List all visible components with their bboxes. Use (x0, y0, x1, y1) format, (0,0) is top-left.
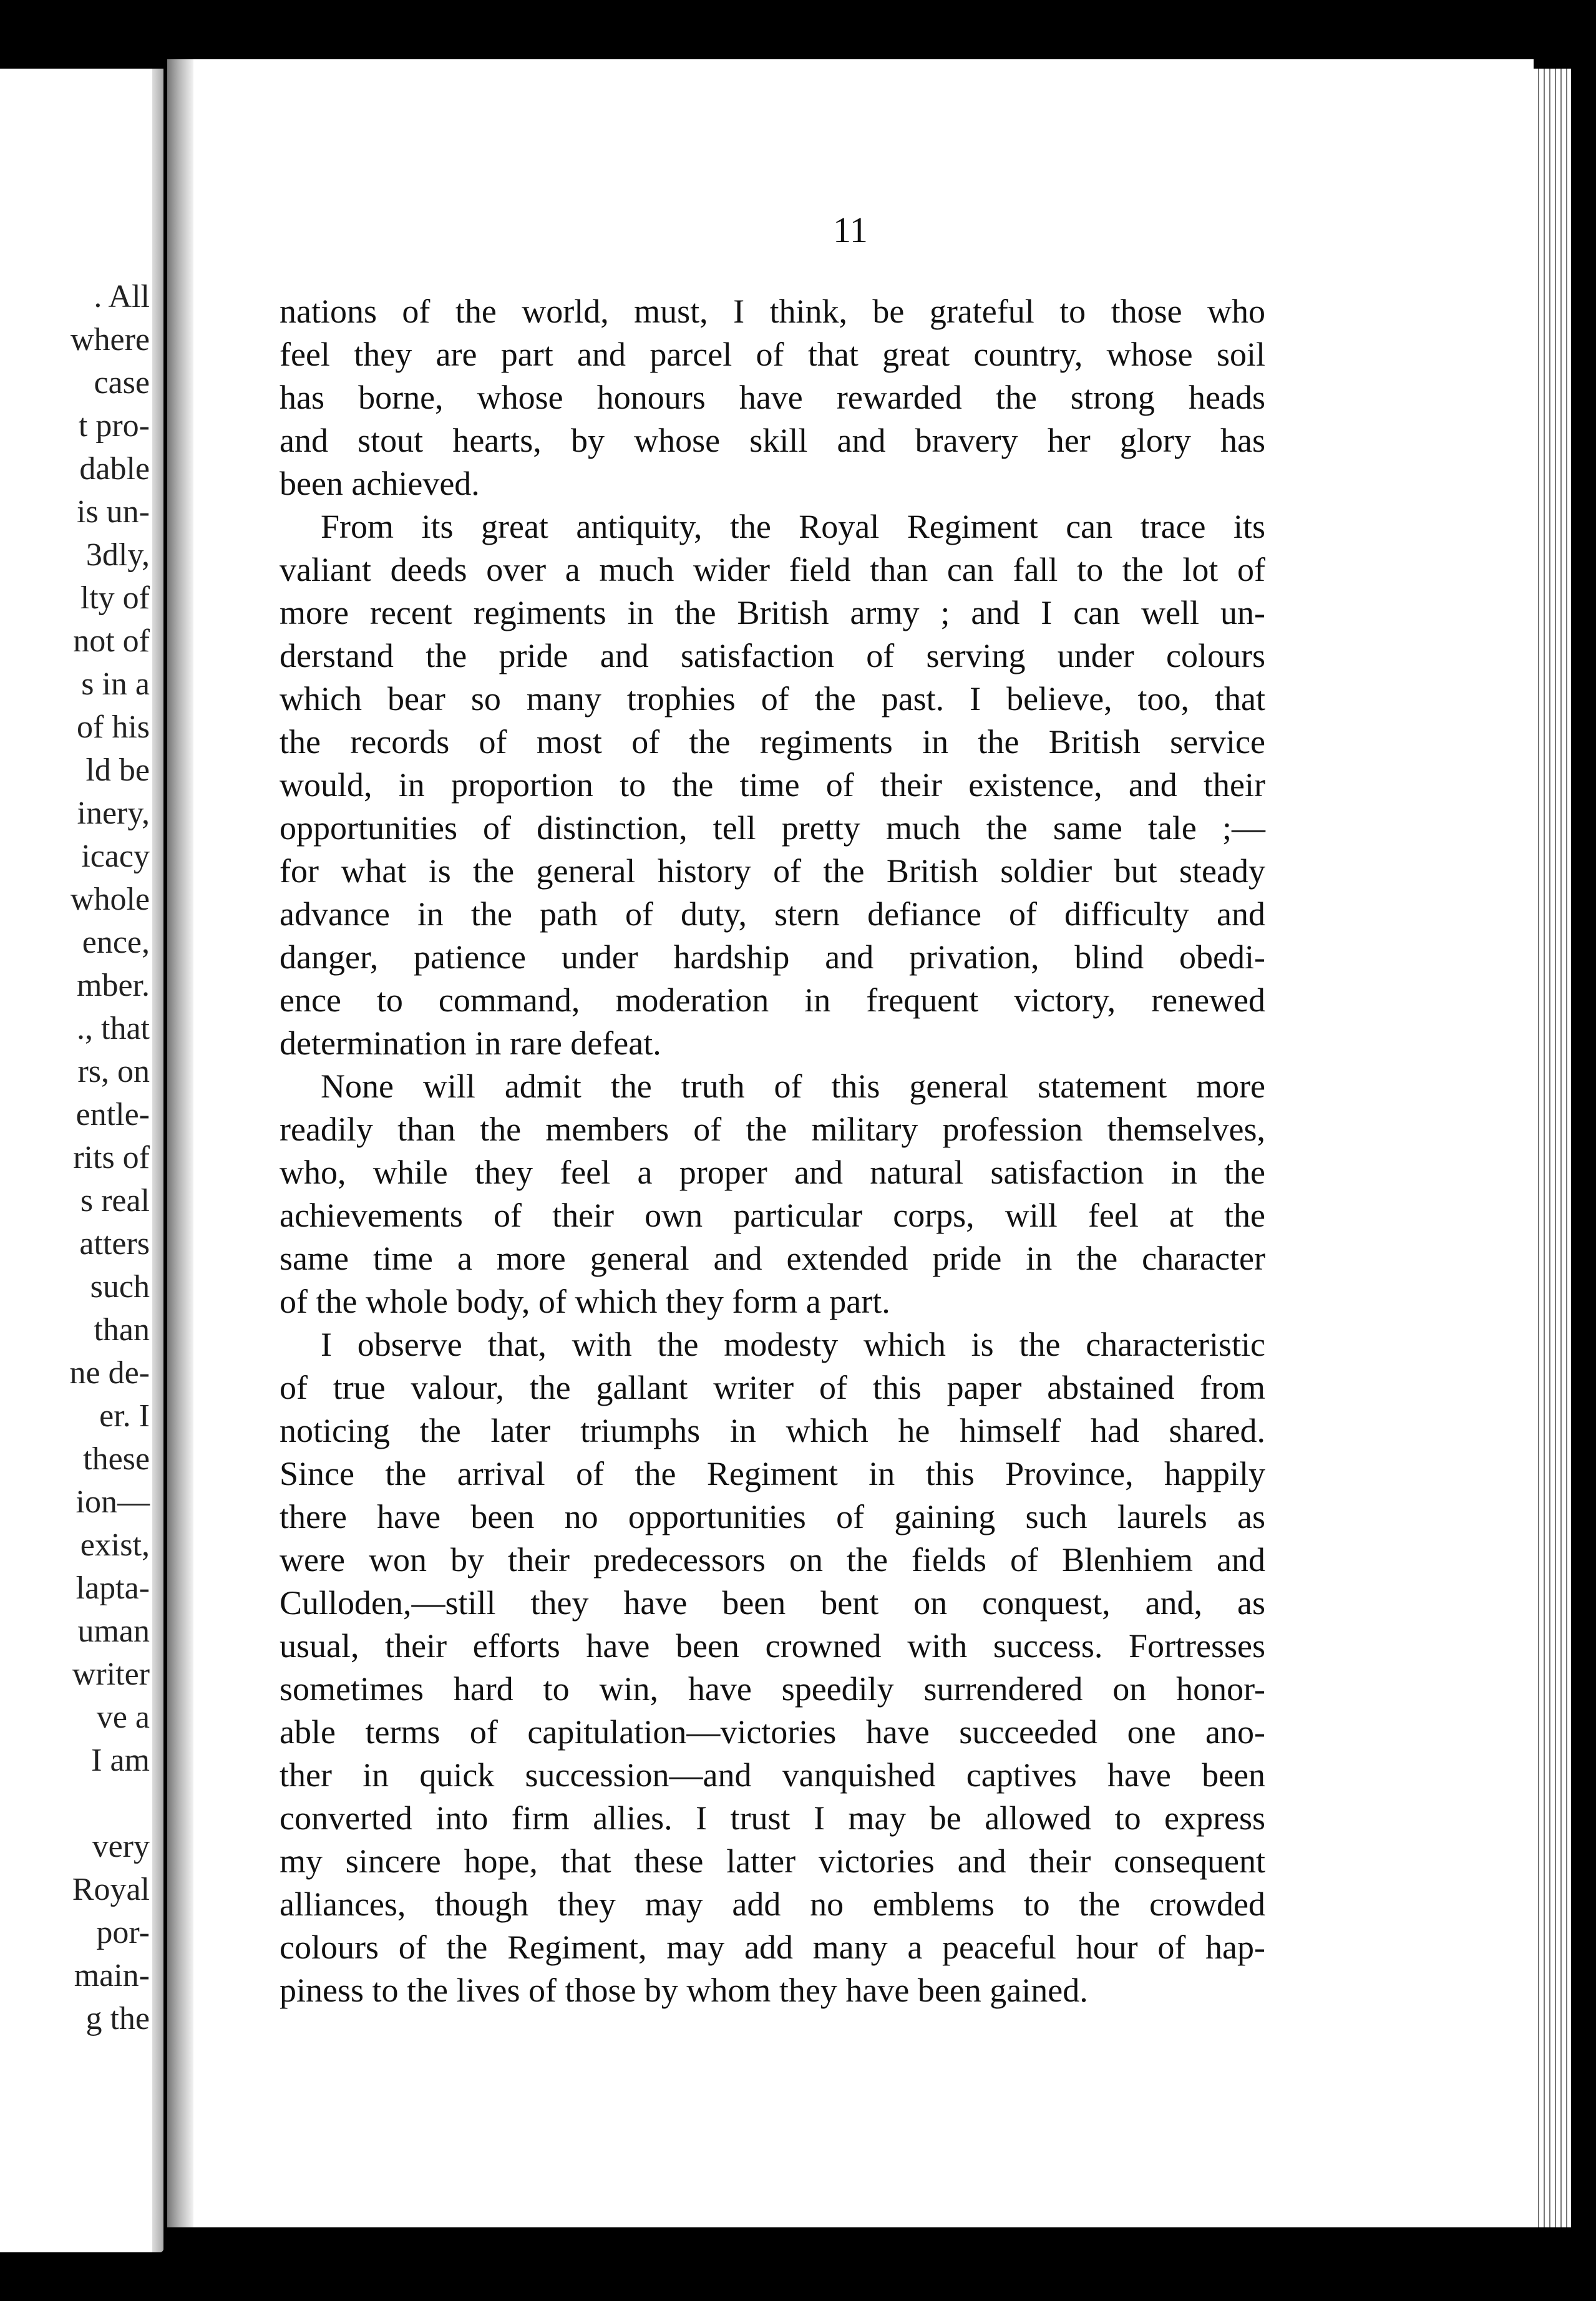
page-stack-edges (1534, 69, 1571, 2227)
text-line: Since the arrival of the Regiment in this Province, happily (280, 1455, 1265, 1492)
facing-page-text-fragment: uman (77, 1613, 150, 1649)
book-page (167, 59, 1534, 2227)
text-line: able terms of capitulation—victories have succeeded one ano- (280, 1713, 1265, 1751)
page-gutter-shadow (167, 59, 193, 2227)
facing-page-text-fragment: these (83, 1441, 150, 1477)
facing-page-text-fragment: er. I (99, 1398, 150, 1434)
text-line: would, in proportion to the time of their existence, and their (280, 766, 1265, 804)
facing-page-text-fragment: icacy (81, 839, 150, 874)
text-line: were won by their predecessors on the fields of Blenhiem and (280, 1541, 1265, 1579)
facing-page-text-fragment: of his (77, 709, 150, 745)
text-line: of the whole body, of which they form a part. (280, 1283, 890, 1320)
facing-page-text-fragment: dable (79, 451, 150, 487)
facing-page-text-fragment: Royal (72, 1872, 150, 1907)
facing-page-text-fragment: por- (96, 1915, 150, 1950)
facing-page-left (0, 69, 163, 2252)
facing-page-text-fragment: writer (72, 1656, 150, 1692)
text-line: converted into firm allies. I trust I may be allowed to express (280, 1799, 1265, 1837)
paragraph-3 (280, 1065, 1265, 1323)
facing-page-text-fragment: lty of (80, 580, 150, 616)
facing-page-text-fragment: ve a (96, 1700, 150, 1735)
text-line: for what is the general history of the British soldier but steady (280, 852, 1265, 890)
text-line: piness to the lives of those by whom they have been gained. (280, 1972, 1088, 2009)
text-line: valiant deeds over a much wider field than can fall to the lot of (280, 551, 1265, 588)
facing-page-text-fragment: mber. (77, 968, 150, 1003)
text-line: which bear so many trophies of the past. I believe, too, that (280, 680, 1265, 718)
text-line: ther in quick succession—and vanquished captives have been (280, 1756, 1265, 1794)
text-line: sometimes hard to win, have speedily surrendered on honor- (280, 1670, 1265, 1708)
text-line: same time a more general and extended pride in the character (280, 1240, 1265, 1277)
facing-page-text-fragment: ence, (82, 925, 150, 960)
body-text (280, 290, 1265, 2012)
text-line: and stout hearts, by whose skill and bravery her glory has (280, 422, 1265, 459)
text-line: From its great antiquity, the Royal Regiment can trace its (321, 508, 1265, 545)
page-fold-shadow (152, 69, 163, 2252)
facing-page-text-fragment: 3dly, (85, 537, 150, 573)
facing-page-text-fragment: where (70, 322, 150, 358)
facing-page-text-fragment: entle- (75, 1097, 150, 1132)
text-line: alliances, though they may add no emblems to the crowded (280, 1885, 1265, 1923)
text-line: been achieved. (280, 465, 480, 502)
text-line: None will admit the truth of this general statement more (321, 1068, 1265, 1105)
text-line: determination in rare defeat. (280, 1024, 661, 1062)
text-line: nations of the world, must, I think, be grateful to those who (280, 293, 1265, 330)
text-line: ence to command, moderation in frequent victory, renewed (280, 981, 1265, 1019)
facing-page-text-fragment: atters (79, 1226, 150, 1262)
facing-page-text-fragment: ion— (75, 1484, 150, 1520)
text-line: noticing the later triumphs in which he himself had shared. (280, 1412, 1265, 1449)
text-line: the records of most of the regiments in the British service (280, 723, 1265, 761)
text-line: Culloden,—still they have been bent on conquest, and, as (280, 1584, 1265, 1622)
facing-page-text-fragment: exist, (80, 1527, 150, 1563)
text-line: of true valour, the gallant writer of this paper abstained from (280, 1369, 1265, 1406)
facing-page-text-fragment: lapta- (75, 1570, 150, 1606)
facing-page-text-fragment: inery, (77, 795, 150, 831)
facing-page-text-fragment: ld be (85, 752, 150, 788)
paragraph-1 (280, 290, 1265, 505)
facing-page-text-fragment: not of (73, 623, 150, 659)
facing-page-text-fragment: than (94, 1312, 150, 1348)
facing-page-text-fragment: main- (74, 1958, 150, 1993)
page-number: 11 (833, 210, 868, 250)
facing-page-text-fragment: rs, on (77, 1054, 150, 1089)
facing-page-text-fragment: s real (80, 1183, 150, 1219)
facing-page-text-fragment: rits of (73, 1140, 150, 1175)
text-line: who, while they feel a proper and natural satisfaction in the (280, 1154, 1265, 1191)
facing-page-text-fragment: is un- (77, 494, 150, 530)
facing-page-text-fragment: . All (94, 279, 150, 314)
facing-page-text-fragment: ., that (77, 1011, 150, 1046)
text-line: more recent regiments in the British army ; and I can well un- (280, 594, 1265, 631)
facing-page-text-fragment: such (90, 1269, 150, 1305)
text-line: danger, patience under hardship and privation, blind obedi- (280, 938, 1265, 976)
facing-page-text-fragment: case (94, 365, 150, 401)
text-line: achievements of their own particular corps, will feel at the (280, 1197, 1265, 1234)
facing-page-text-fragment: whole (70, 882, 150, 917)
facing-page-text-fragment: ne de- (69, 1355, 150, 1391)
text-line: advance in the path of duty, stern defiance of difficulty and (280, 895, 1265, 933)
text-line: there have been no opportunities of gaining such laurels as (280, 1498, 1265, 1535)
facing-page-text-fragment: g the (85, 2001, 150, 2036)
text-line: I observe that, with the modesty which is the characteristic (321, 1326, 1265, 1363)
facing-page-text-fragment: very (92, 1829, 150, 1864)
text-line: my sincere hope, that these latter victories and their consequent (280, 1842, 1265, 1880)
text-line: opportunities of distinction, tell pretty much the same tale ;— (280, 809, 1265, 847)
facing-page-text-fragment: s in a (81, 666, 150, 702)
paragraph-2 (280, 505, 1265, 1065)
text-line: feel they are part and parcel of that great country, whose soil (280, 336, 1265, 373)
paragraph-4 (280, 1323, 1265, 2012)
text-line: colours of the Regiment, may add many a peaceful hour of hap- (280, 1929, 1265, 1966)
text-line: usual, their efforts have been crowned with success. Fortresses (280, 1627, 1265, 1665)
facing-page-text-fragment: t pro- (78, 408, 150, 444)
text-line: readily than the members of the military profession themselves, (280, 1111, 1265, 1148)
text-line: derstand the pride and satisfaction of serving under colours (280, 637, 1265, 674)
text-line: has borne, whose honours have rewarded the strong heads (280, 379, 1265, 416)
facing-page-text-fragment: I am (91, 1743, 150, 1778)
